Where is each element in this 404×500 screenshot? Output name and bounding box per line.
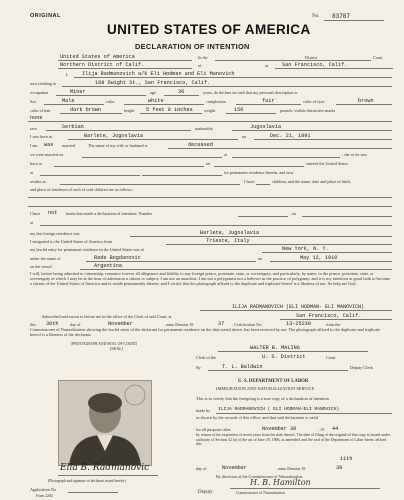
original-label: ORIGINAL xyxy=(30,13,61,19)
entry-date: May 12, 1910 xyxy=(300,255,338,261)
clerk-name: WALTER B. MALING xyxy=(250,345,300,351)
distinctive-marks: none xyxy=(30,115,43,121)
marital-status: was xyxy=(44,142,54,148)
eye-color: brown xyxy=(358,98,374,104)
entry-name: Rade Bogdanovic xyxy=(94,255,141,261)
made-by: ILIJA RADMANOVICH ( ELI HODMAN-ELI MANOVICH) xyxy=(218,407,340,412)
valid-after: November 30 xyxy=(262,426,297,432)
page-subtitle: DECLARATION OF INTENTION xyxy=(135,42,250,51)
height: 5 feet 8 inches xyxy=(146,107,193,113)
birth-date: Dec. 21, 1891 xyxy=(270,133,311,139)
in-the-label: In the xyxy=(198,55,208,60)
issue-day: 11th xyxy=(340,456,353,462)
photo-signature: Ella B. Radmanovic xyxy=(60,463,150,473)
number-label: No. xyxy=(312,14,320,19)
expire-text: by reason of the expiration of seven years from the date thereof. The date of filing of the original of this copy is issued under authority of Section 32 (a) of the act of June 29, 1906, as amended, and the seal of the Department of Labor hereto affixed this xyxy=(196,433,391,447)
issue-month: November xyxy=(222,465,247,471)
application-label: Application No. xyxy=(30,487,57,492)
declaration-number: 83787 xyxy=(332,13,351,20)
commissioner-text: Commissioner of Naturalization showing the lawful entry of the declarant for permanent residence on the date stated above, has been received by me. The photograph affixed to the duplicate and triplicate hereof is a likeness of the declarant. xyxy=(30,327,381,337)
deputy-clerk: T. L. Baldwin xyxy=(222,364,263,370)
commissioner-label: Commissioner of Naturalization xyxy=(236,491,285,495)
subscribed-year: 37 xyxy=(218,321,225,327)
deputy-signature: H. B. Hamilton xyxy=(250,478,311,487)
immigration-title: IMMIGRATION AND NATURALIZATION SERVICE xyxy=(216,386,315,391)
shown-text: as shown by the records of this office, and that said declaration is valid xyxy=(196,415,318,420)
sex: Male xyxy=(62,98,75,104)
declarant-photo xyxy=(58,380,152,466)
race: Serbian xyxy=(62,124,84,130)
complexion: fair xyxy=(262,98,275,104)
subscribed-day: 30th xyxy=(46,321,59,327)
dept-title: U. S. DEPARTMENT OF LABOR xyxy=(238,379,309,384)
form-label: Form 2202 xyxy=(36,494,53,498)
issue-year: 38 xyxy=(336,465,343,471)
photo-footer-caption: (Photograph and signature of declarant issued hereby) xyxy=(48,479,126,483)
birthplace: Barlete, Jugoslavia xyxy=(84,133,144,139)
nationality: Jugoslavia xyxy=(250,124,282,130)
oath-text: I will, before being admitted to citizenship, renounce forever all allegiance and fidelity to any foreign prince, potentate, state, or sovereignty, and particularly, by name, to the prince, potentate, state, or sovereignty of which I may be at the time of admission a citizen or subject; I am not an anarchist; I am not a polygamist nor a believer in the practice of polygamy; and it is my intention in good faith to become a citizen of the United States of America and to reside permanently therein; and I certify that the photograph affixed to the duplicate and triplicate hereof is a likeness of me: So help me God. xyxy=(30,271,390,286)
at-label: at xyxy=(265,63,269,68)
certify-text: This is to certify that the foregoing is a true copy of a declaration of intention xyxy=(196,396,329,401)
hair-color: dark brown xyxy=(70,107,102,113)
weight: 150 xyxy=(234,107,244,113)
residence: 108 Dwight St., San Francisco, Calif. xyxy=(95,80,211,86)
district-label: District xyxy=(305,55,318,60)
subscribed-place: San Francisco, Calif. xyxy=(296,313,362,319)
lawful-entry-place: New York, N. Y. xyxy=(282,246,329,252)
seal-label: [SEAL] xyxy=(110,346,124,351)
emigrated-from: Trieste, Italy xyxy=(206,238,250,244)
heretofore-value: not xyxy=(48,210,58,216)
court-city: San Francisco, Calif. xyxy=(282,62,348,68)
color: white xyxy=(148,98,164,104)
last-residence: Barlete, Jugoslavia xyxy=(200,230,260,236)
clerk-court: U. S. District xyxy=(262,354,306,360)
page-title: UNITED STATES OF AMERICA xyxy=(107,22,311,37)
vessel: Argentina xyxy=(94,263,123,269)
declarant-name: Ilija Radmanovich a/k Eli Hodman and Eli Manovich xyxy=(82,71,235,77)
photo-caption: [PHOTOGRAPH AND SEAL OF COURT] xyxy=(70,342,138,346)
valid-year: 44 xyxy=(332,426,339,432)
portrait-icon xyxy=(59,381,151,465)
cert-number: 13-25230 xyxy=(286,321,311,327)
declaration-document: ORIGINAL No. 83787 UNITED STATES OF AMERICA DECLARATION OF INTENTION United States of America In the District Court Northern District of Calif. of at San Francisco, Calif. I, Ilija Radmanovich a/k Eli Hodman and Eli Manovich now residing at 108 Dwight St., San Francisco, Calif. occupation Miner age 36 years, do declare on oath that my personal description is: Sex Male color white complexion fair color of eyes brown color of hair dark brown height 5 feet 8 inches weight 150 pounds; visible distinctive marks none race Serbian nationality Jugoslavia I was born in Barlete, Jugoslavia on Dec. 21, 1891 I am was married The name of my wife or husband is deceased we were married on at ; she or he was born at on entered the United States at for permanent residence therein, and now resides at . I have children, and the name, date and place of birth, and place of residence of each of said children are as follows: I have not heretofore made a declaration of intention: Number , on at my last foreign residence was Barlete, Jugoslavia I emigrated to the United States of America from Trieste, Italy my lawful entry for permanent residence in the United States was at New York, N. Y. under the name of Rade Bogdanovic on May 12, 1910 on the vessel Argentina I will, before being admitted to citizenship, renounce forever all allegiance and fidelity to any foreign prince, potentate, state, or sovereignty, and particularly, by name, to the prince, potentate, state, or sovereignty of which I may be at the time of admission a citizen or subject; I am not an anarchist; I am not a polygamist nor a believer in the practice of polygamy; and it is my intention in good faith to become a citizen of the United States of America and to reside permanently therein; and I certify that the photograph affixed to the duplicate and triplicate hereof is a likeness of me: So help me God. ILIJA RADMANOVICH (ELI HODMAN- ELI MANOVICH) Subscribed and sworn to before me in the office of the Clerk of said Court, at San Francisco, Calif. this 30th day of November , anno Domini 19 37 . Certification No. 13-25230 from the Commissioner of Naturalization showing the lawful entry of the declarant for permanent residence on the date stated above, has been received by me. The photograph affixed to the duplicate and triplicate hereof is a likeness of the declarant. [SEAL] WALTER B. MALING Clerk of the U. S. District Court. By T. L. Baldwin Deputy Clerk. [PHOTOGRAPH AND SEAL OF COURT] Ella B. Radmanovic (Photograph and signature of declarant issued hereby) Application No. Form 2202 U. S. DEPARTMENT OF LABOR IMMIGRATION AND NATURALIZATION SERVICE This is to certify that the foregoing is a true copy of a declaration of intention made by ILIJA RADMANOVICH ( ELI HODMAN-ELI MANOVICH) as shown by the records of this office, and that said declaration is valid for all purposes after November 30 , 19 44 by reason of the expiration of seven years from the date thereof. The date of filing of the original of this copy is issued under authority of Section 32 (a) of the act of June 29, 1906, as amended, and the seal of the Department of Labor hereto affixed this 11th day of November , anno Domini 19 38 By direction of the Commissioner of Naturalization H. B. Hamilton Deputy Commissioner of Naturalization xyxy=(0,0,404,500)
age: 36 xyxy=(178,89,185,95)
occupation: Miner xyxy=(70,89,86,95)
district-name: Northern District of Calif. xyxy=(60,62,145,68)
wife-name: deceased xyxy=(188,142,213,148)
subscribed-month: November xyxy=(108,321,133,327)
court-label: Court xyxy=(373,55,383,60)
court-name: United States of America xyxy=(60,54,135,60)
of-label: of xyxy=(198,63,202,68)
declarant-signature: ILIJA RADMANOVICH (ELI HODMAN- ELI MANOVICH) xyxy=(232,304,365,310)
